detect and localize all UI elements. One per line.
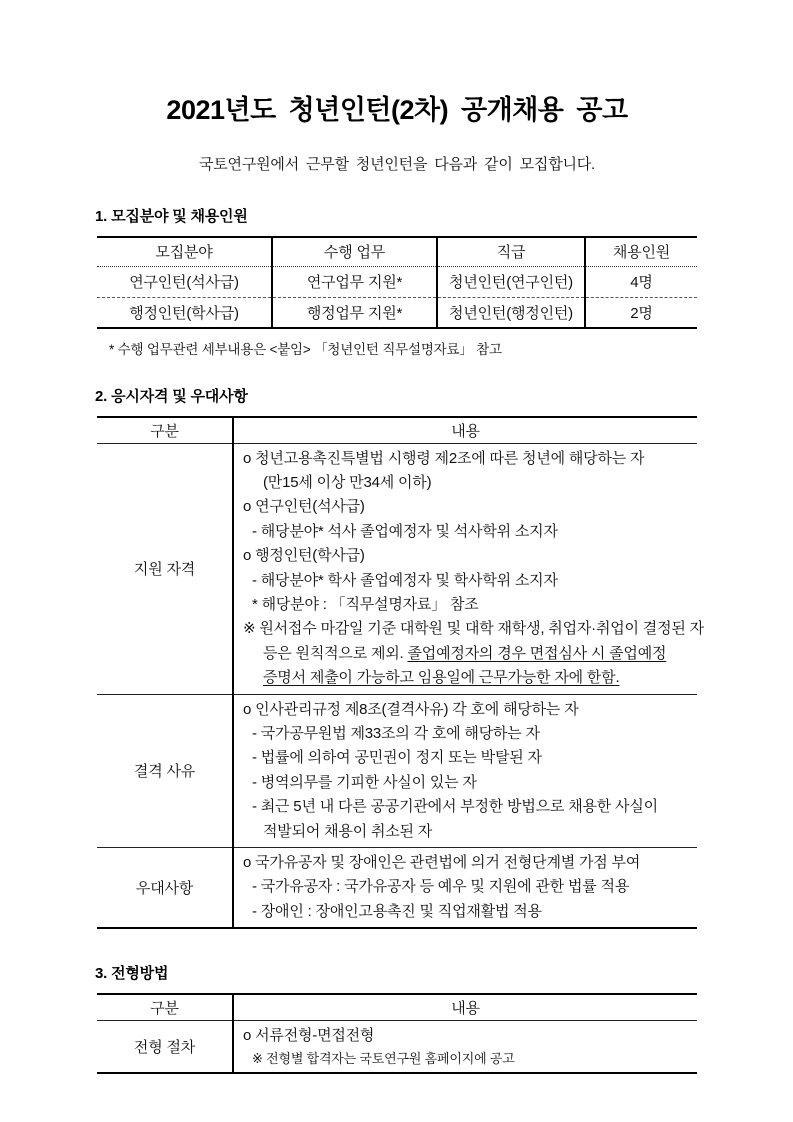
text-segment: - 최근 5년 내 다른 공공기관에서 부정한 방법으로 채용한 사실이 — [252, 798, 658, 816]
recruitment-table-footnote: * 수행 업무관련 세부내용은 <붙임> 「청년인턴 직무설명자료」 참고 — [109, 342, 502, 357]
header-cell: 직급 — [437, 237, 585, 266]
section1-heading: 1. 모집분야 및 채용인원 — [95, 208, 248, 225]
table-head — [97, 237, 697, 266]
text-segment: - 해당분야* 학사 졸업예정자 및 학사학위 소지자 — [252, 571, 558, 589]
content-line — [238, 875, 695, 899]
content-line — [238, 1024, 695, 1048]
text-segment: o 연구인턴(석사급) — [243, 498, 365, 516]
header-cell: 모집분야 — [97, 237, 272, 266]
table-row — [97, 694, 697, 847]
content-line — [238, 746, 695, 770]
table-row — [97, 266, 697, 297]
text-segment: 적발되어 채용이 취소된 자 — [263, 822, 433, 840]
row-content-cell — [233, 1020, 697, 1073]
text-segment: ※ 원서접수 마감일 기준 대학원 및 대학 재학생, 취업자·취업이 결정된 자 — [243, 620, 704, 638]
table-row — [97, 443, 697, 694]
content-line — [238, 617, 704, 641]
recruitment-table — [97, 236, 697, 329]
table-cell: 연구업무 지원* — [272, 266, 437, 297]
table-cell: 2명 — [585, 297, 697, 328]
header-row — [97, 237, 697, 266]
content-line — [238, 544, 695, 568]
selection-method-table — [97, 993, 697, 1074]
content-line — [238, 722, 695, 746]
table-cell: 청년인턴(행정인턴) — [437, 297, 585, 328]
row-content-cell — [233, 848, 697, 929]
text-segment: o 인사관리규정 제8조(결격사유) 각 호에 해당하는 자 — [243, 700, 579, 718]
header-row — [97, 417, 697, 443]
document-title: 2021년도 청년인턴(2차) 공개채용 공고 — [166, 95, 628, 125]
table-cell: 청년인턴(연구인턴) — [437, 266, 585, 297]
content-line — [238, 851, 695, 875]
row-label-cell: 전형 절차 — [133, 1038, 196, 1056]
content-line — [238, 642, 695, 666]
row-label-cell: 지원 자격 — [133, 561, 196, 579]
content-line — [238, 569, 695, 593]
table-body — [97, 443, 704, 928]
text-segment: - 국가유공자 : 국가유공자 등 예우 및 지원에 관한 법률 적용 — [252, 878, 630, 896]
text-segment: - 국가공무원법 제33조의 각 호에 해당하는 자 — [252, 724, 540, 742]
text-segment: - 병역의무를 기피한 사실이 있는 자 — [252, 773, 477, 791]
table-cell: 행정인턴(학사급) — [97, 297, 272, 328]
content-line — [238, 593, 695, 617]
content-line — [238, 495, 695, 519]
table-body — [97, 266, 697, 328]
table-head — [97, 994, 697, 1020]
header-row — [97, 994, 697, 1020]
underlined-text: 졸업예정자의 경우 면접심사 시 졸업예정 — [407, 644, 667, 662]
content-line — [238, 698, 695, 722]
header-cell: 내용 — [233, 994, 697, 1020]
text-segment: o 청년고용촉진특별법 시행령 제2조에 따른 청년에 해당하는 자 — [243, 449, 645, 467]
text-segment: o 행정인턴(학사급) — [243, 547, 365, 565]
content-line — [238, 666, 695, 690]
text-segment: - 해당분야* 석사 졸업예정자 및 석사학위 소지자 — [252, 522, 558, 540]
table-cell: 4명 — [585, 266, 697, 297]
text-segment: o 서류전형-면접전형 — [243, 1026, 375, 1044]
table-cell: 행정업무 지원* — [272, 297, 437, 328]
text-segment: ※ 전형별 합격자는 국토연구원 홈페이지에 공고 — [252, 1051, 515, 1067]
table-row — [97, 297, 697, 328]
header-cell: 구분 — [97, 994, 233, 1020]
header-cell: 수행 업무 — [272, 237, 437, 266]
content-line — [238, 447, 695, 471]
table-row — [97, 1020, 697, 1073]
text-segment: 등은 원칙적으로 제외. — [263, 644, 408, 662]
row-label-cell: 우대사항 — [97, 848, 233, 929]
content-line — [238, 771, 695, 795]
table-head — [97, 417, 697, 443]
table-body — [97, 1020, 697, 1073]
section3-heading: 3. 전형방법 — [95, 965, 169, 983]
content-line — [238, 471, 695, 495]
text-segment: - 장애인 : 장애인고용촉진 및 직업재활법 적용 — [252, 902, 542, 920]
text-segment: o 국가유공자 및 장애인은 관련법에 의거 전형단계별 가점 부여 — [243, 854, 641, 871]
header-cell: 내용 — [233, 417, 697, 443]
content-line — [238, 795, 695, 819]
content-line — [238, 1048, 695, 1069]
qualification-table — [97, 416, 704, 929]
document-subtitle: 국토연구원에서 근무할 청년인턴을 다음과 같이 모집합니다. — [198, 156, 596, 173]
content-line — [238, 900, 695, 924]
content-line — [238, 820, 695, 844]
row-content-cell — [233, 694, 697, 847]
row-label-cell: 결격 사유 — [97, 694, 233, 847]
section2-heading: 2. 응시자격 및 우대사항 — [95, 388, 248, 405]
content-line — [238, 520, 695, 544]
header-cell: 구분 — [97, 417, 233, 443]
text-segment: - 법률에 의하여 공민권이 정지 또는 박탈된 자 — [252, 749, 542, 767]
row-content-cell — [233, 443, 704, 694]
text-segment: (만15세 이상 만34세 이하) — [263, 473, 432, 491]
underlined-text: 증명서 제출이 가능하고 임용일에 근무가능한 자에 한함. — [263, 669, 620, 687]
header-cell: 채용인원 — [585, 237, 697, 266]
text-segment: * 해당분야 : 「직무설명자료」 참조 — [252, 595, 479, 613]
table-cell: 연구인턴(석사급) — [129, 274, 239, 291]
table-row — [97, 848, 697, 929]
